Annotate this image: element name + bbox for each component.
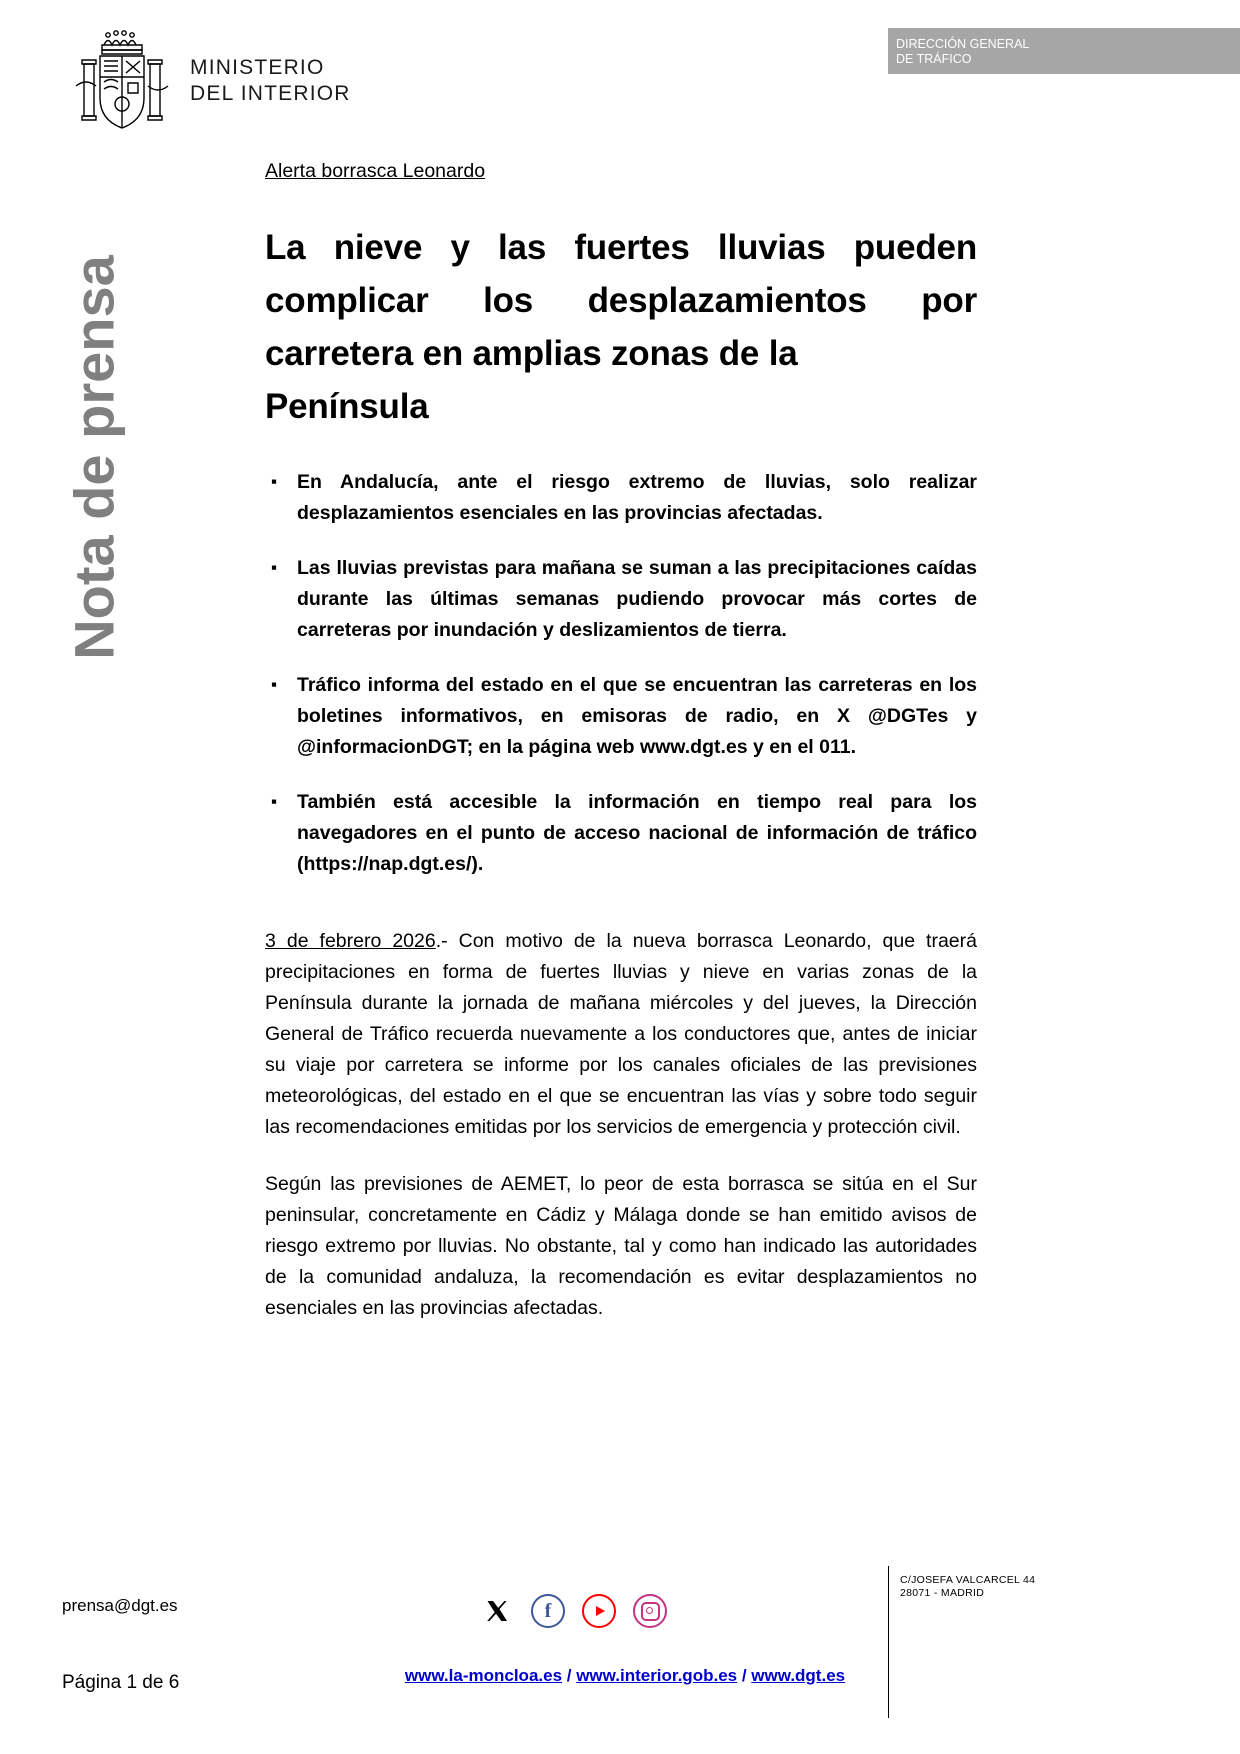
document-body xyxy=(265,160,977,1350)
body-paragraphs xyxy=(265,926,977,1324)
link-la-moncloa[interactable]: www.la-moncloa.es xyxy=(404,1666,563,1685)
press-email[interactable]: prensa@dgt.es xyxy=(62,1596,178,1615)
address-line-2: 28071 - MADRID xyxy=(900,1587,985,1599)
document-footer xyxy=(0,1554,1240,1754)
address-line-1: C/JOSEFA VALCARCEL 44 xyxy=(900,1574,1036,1586)
document-header xyxy=(0,0,1240,150)
spanish-coat-of-arms xyxy=(62,26,182,138)
page-title xyxy=(265,221,977,433)
sidebar-vertical-title: Nota de prensa xyxy=(62,255,126,660)
list-item: ▪ Las lluvias previstas para mañana se suman a las precipitaciones caídas durante las últimas semanas pudiendo provocar más cortes de carreteras por inundación y deslizamientos de tierra. xyxy=(265,553,977,646)
list-item: ▪ También está accesible la información en tiempo real para los navegadores en el punto de acceso nacional de información de tráfico (https://nap.dgt.es/). xyxy=(265,787,977,880)
key-points-list xyxy=(265,467,977,880)
ministry-line-1: MINISTERIO xyxy=(190,56,325,79)
link-separator-2: / xyxy=(737,1666,752,1685)
x-twitter-icon[interactable] xyxy=(480,1594,514,1628)
instagram-icon[interactable] xyxy=(633,1594,667,1628)
postal-address xyxy=(900,1574,1035,1600)
page-number: Página 1 de 6 xyxy=(62,1672,180,1693)
dgt-banner-line-1: DIRECCIÓN GENERAL xyxy=(896,37,1030,51)
footer-divider xyxy=(888,1566,889,1718)
kicker-text: Alerta borrasca Leonardo xyxy=(265,160,486,182)
paragraph-one xyxy=(265,926,977,1143)
ministry-name xyxy=(190,55,351,107)
ministry-line-2: DEL INTERIOR xyxy=(190,82,351,105)
dgt-banner xyxy=(888,28,1240,74)
paragraph-two: Según las previsiones de AEMET, lo peor de esta borrasca se sitúa en el Sur peninsular, concretamente en Cádiz y Málaga donde se han emitido avisos de riesgo extremo por lluvias. No obstante, tal y como han indicado las autoridades de la comunidad andaluza, la recomendación es evitar desplazamientos no esenciales en las provincias afectadas. xyxy=(265,1173,977,1319)
social-links xyxy=(480,1588,700,1634)
paragraph-one-text: .- Con motivo de la nueva borrasca Leonardo, que traerá precipitaciones en forma de fuertes lluvias y nieve en varias zonas de la Península durante la jornada de mañana miércoles y del jueves, la Dirección General de Tráfico recuerda nuevamente a los conductores que, antes de iniciar su viaje por carretera se informe por los canales oficiales de las previsiones meteorológicas, del estado en el que se encuentran las vías y sobre todo seguir las recomendaciones emitidas por los servicios de emergencia y protección civil. xyxy=(265,930,977,1138)
youtube-icon[interactable] xyxy=(582,1594,616,1628)
list-item: ▪ Tráfico informa del estado en el que se encuentran las carreteras en los boletines informativos, en emisoras de radio, en X @DGTes y @informacionDGT; en la página web www.dgt.es y en el 011. xyxy=(265,670,977,763)
headline-last-line: Península xyxy=(265,387,429,426)
link-separator-1: / xyxy=(562,1666,577,1685)
headline-main: La nieve y las fuertes lluvias pueden complicar los desplazamientos por carretera en amplias zonas de la xyxy=(265,228,977,373)
link-dgt[interactable]: www.dgt.es xyxy=(751,1666,846,1685)
list-item: ▪ En Andalucía, ante el riesgo extremo de lluvias, solo realizar desplazamientos esenciales en las provincias afectadas. xyxy=(265,467,977,529)
facebook-icon[interactable]: f xyxy=(531,1594,565,1628)
dateline: 3 de febrero 2026 xyxy=(265,930,436,952)
link-interior[interactable]: www.interior.gob.es xyxy=(576,1666,738,1685)
footer-links xyxy=(375,1666,875,1686)
dgt-banner-line-2: DE TRÁFICO xyxy=(896,51,972,66)
